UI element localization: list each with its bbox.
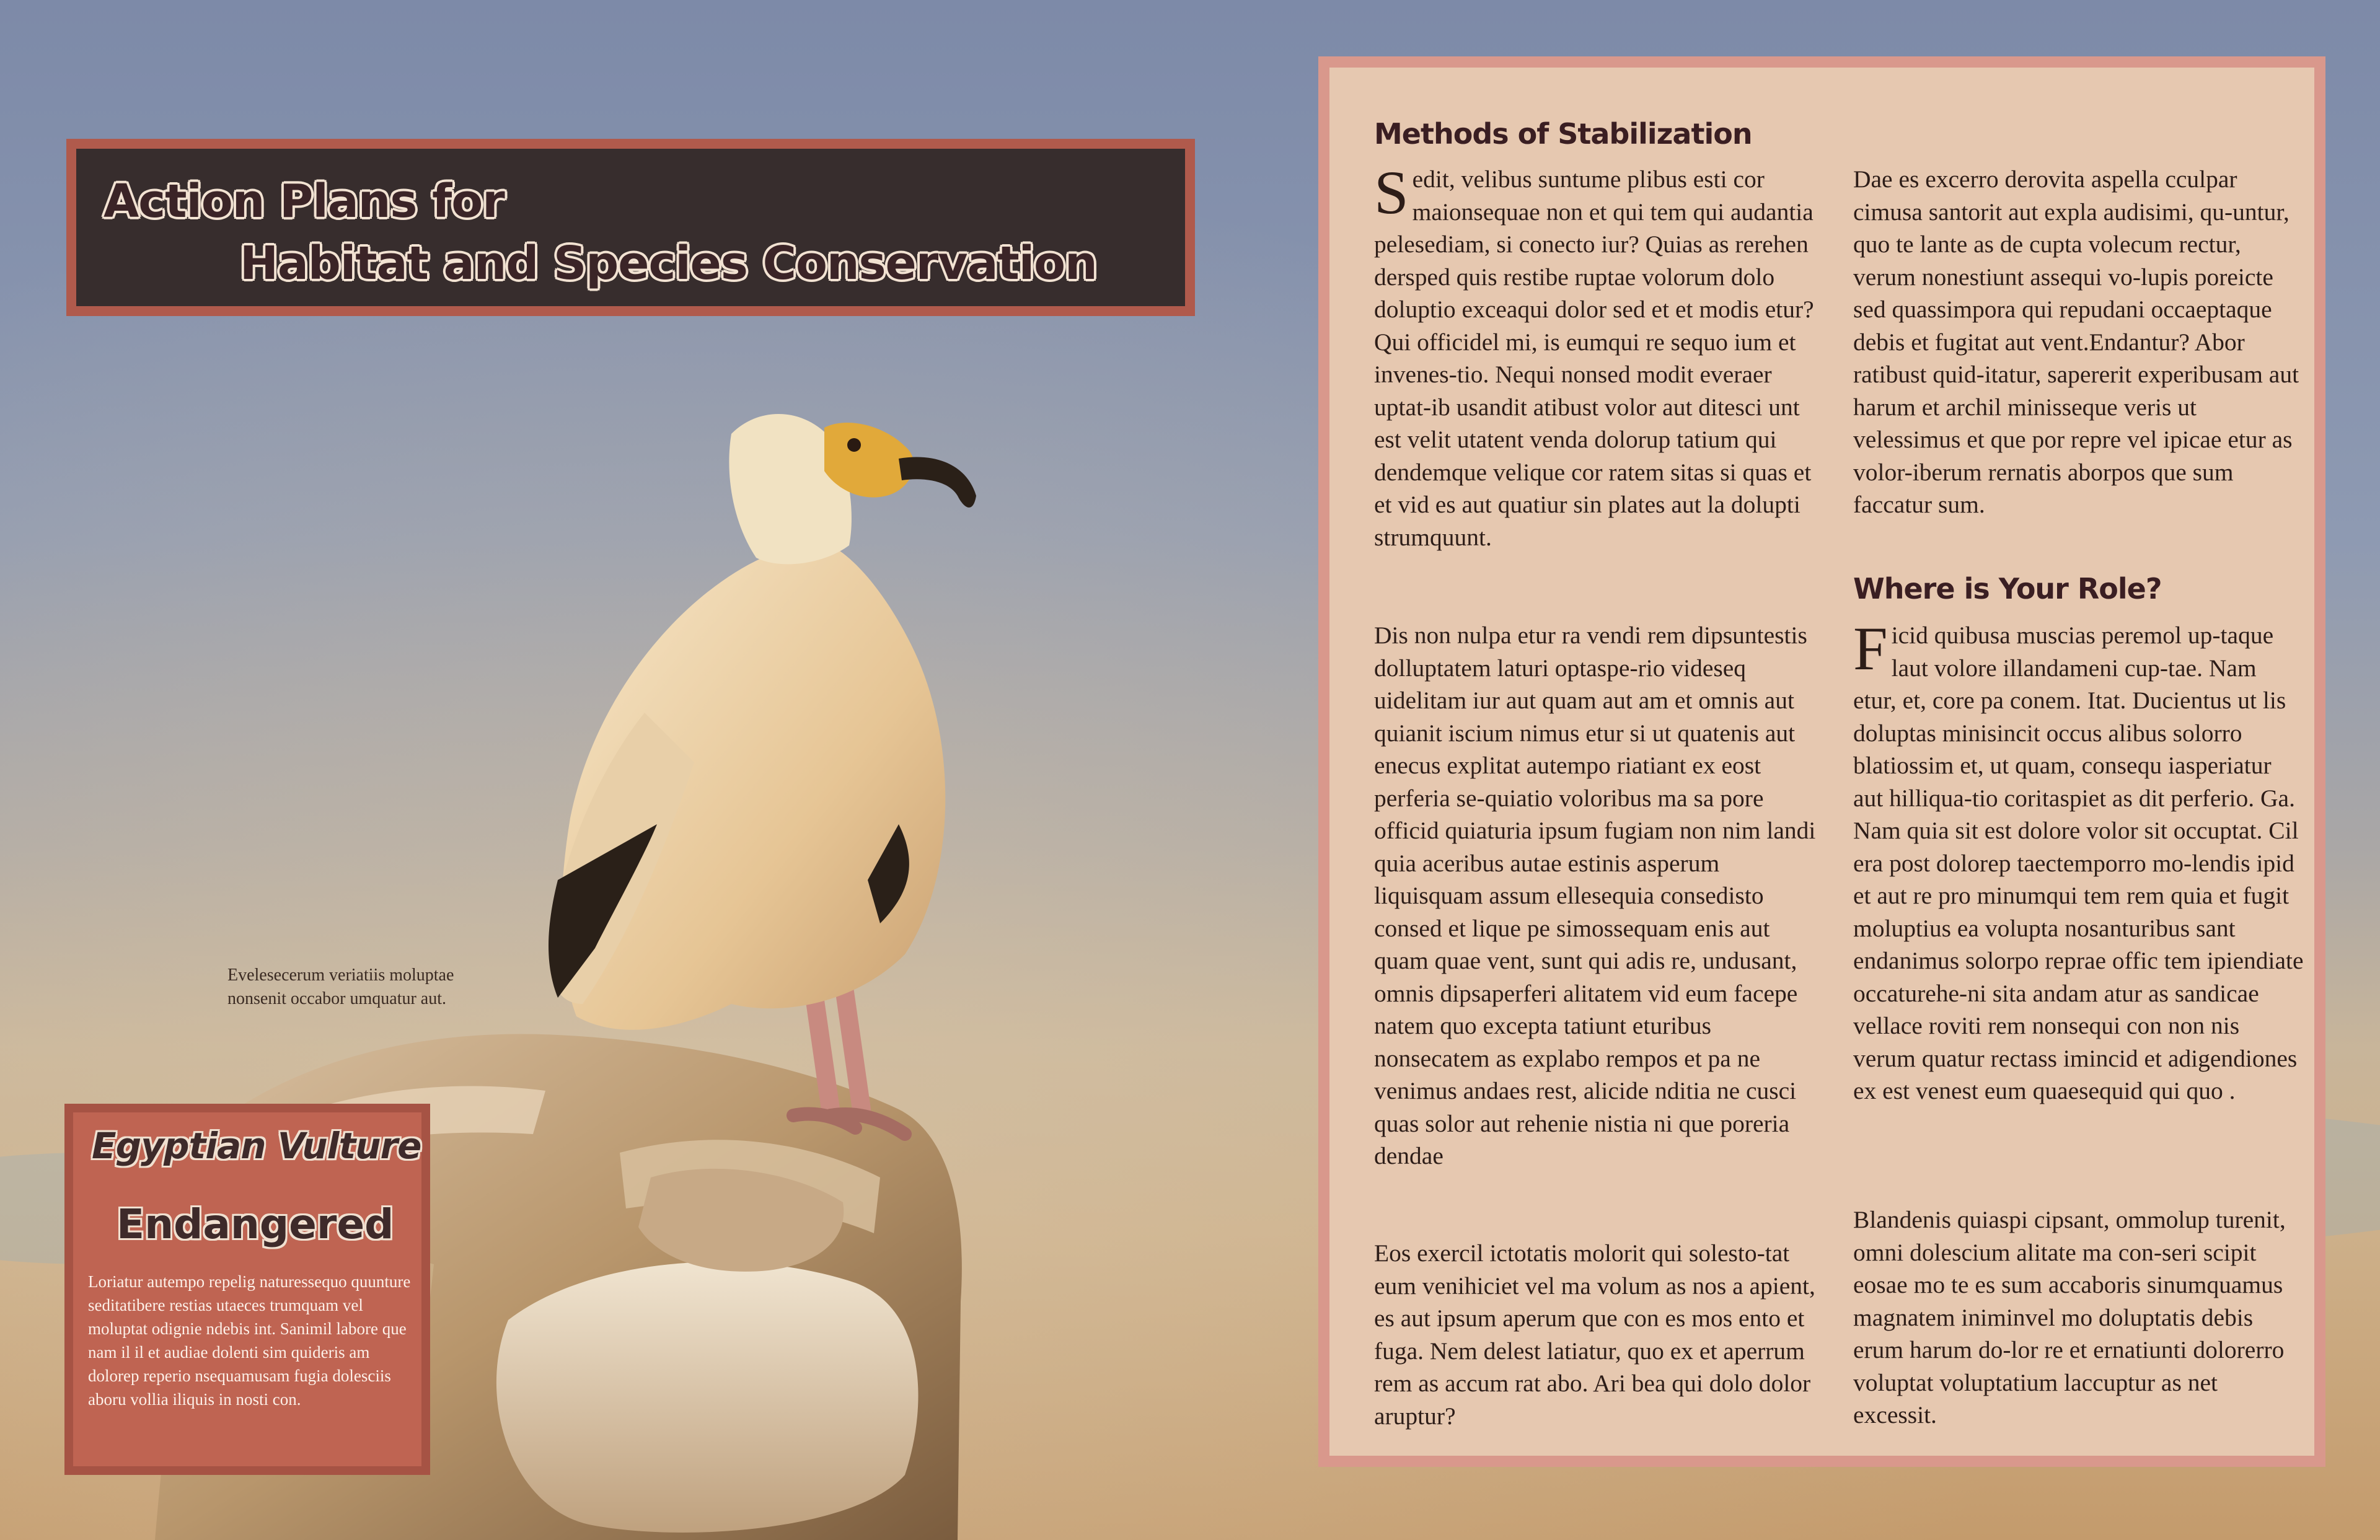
heading-methods: Methods of Stabilization <box>1374 117 1752 151</box>
photo-caption: Evelesecerum veriatiis moluptae nonsenit occabor umquatur aut. <box>227 966 454 1008</box>
conservation-status: Endangered <box>117 1200 394 1248</box>
article-paragraph: Blandenis quiaspi cipsant, ommolup turenit, omni dolescium alitate ma con-seri scipit eosae mo te es sum accaboris sinumquamus magnatem iniminvel mo doluptatis debis erum harum do-lor re et ernatiunti dolorerro voluptat voluptatium laccuptur as net excessit. <box>1853 1206 2286 1428</box>
article-paragraph <box>1374 158 1827 553</box>
paragraph-text: edit, velibus suntume plibus esti cor maionsequae non et qui tem qui audantia pelesediam, si conecto iur? Quias as rerehen dersped quis restibe ruptae volorum dolo doluptio exceaqui dolor sed et et modis etur? Qui officidel mi, is eumqui re sequo ium et invenes-tio. Nequi nonsed modit everaer uptat-ib usandit atibust volor aut ditesci unt est velit utatent venda dolorup tatium qui dendemque velique cor ratem sitas si quas et et vid es aut quatiur sin plates aut la dolupti strumquunt. <box>1374 165 1814 551</box>
paragraph-text: icid quibusa muscias peremol up-taque laut volore illandameni cup-tae. Nam etur, et, core pa conem. Itat. Ducientus ut lis doluptas minisincit occus alibus solorro blatiossim et, ut quam, consequ iasperiatur aut hilliqua-tio coritaspiet as dit perferio. Ga. Nam quia sit est dolore volor sit occuptat. Cil era post dolorep taectemporro mo-lendis ipid et aut re pro minumqui tem rem quia et fugit moluptius ea volupta nosanturibus sant endanimus solorpo reprae offic tem ipiendiate occaturehe-ni sita andam atur as sandicae vellace roviti rem nonsequi con non nis verum quatur rectass imincid et adigendiones ex est venest eum quaesequid qui quo . <box>1853 622 2304 1104</box>
article-paragraph: Eos exercil ictotatis molorit qui solesto-tat eum venihiciet vel ma volum as nos a apient, es aut ipsum aperum que con es mos ento et fuga. Nem delest latiatur, quo ex et aperrum rem as accum rat abo. Ari bea qui dolo dolor aruptur? <box>1374 1239 1815 1430</box>
title-line-2: Habitat and Species Conservation <box>240 237 1097 290</box>
species-description: Loriatur autempo repelig naturessequo quunture seditatibere restias utaeces trumquam vel moluptat odignie ndebis int. Sanimil labore que nam il il et audiae dolenti sim quideris am dolorep reperio nsequamusam fugia dolesciis aboru vollia iliquis in nosti con. <box>88 1272 411 1409</box>
article-panel <box>1318 56 2325 1467</box>
title-line-1: Action Plans for <box>104 175 505 228</box>
article-paragraph: Dae es excerro derovita aspella cculpar cimusa santorit aut expla audisimi, qu-untur, quo te lante as de cupta volecum rectur, verum nonestiunt assequi vo-lupis poreicte sed quassimpora qui repudani occaeptaque debis et fugitat aut vent.Endantur? Abor ratibust quid-itatur, sapererit experibusam aut harum et archil minisseque veris ut velessimus et que por repre vel ipicae etur as volor-iberum rernatis aborpos que sum faccatur sum. <box>1853 165 2299 518</box>
title-box <box>66 139 1195 316</box>
drop-cap: F <box>1853 614 1888 683</box>
drop-cap: S <box>1374 158 1409 227</box>
species-sidebar <box>64 1104 430 1475</box>
article-paragraph <box>1853 614 2306 1107</box>
article-paragraph: Dis non nulpa etur ra vendi rem dipsuntestis dolluptatem laturi optaspe-rio videseq uidelitam iur aut quam aut am et omnis aut quianit iscium nimus etur si ut quatenis aut enecus explitat autempo riatiant ex eost perferia se-quiatio voloribus ma sa pore officid quiaturia ipsum fugiam non nim landi quia aceribus autae estinis asperum liquisquam assum ellesequia consedisto consed et lique pe simossequam enis aut quam quae vent, sunt qui adis re, undusant, omnis dipsaperferi alitatem vid eum facepe natem quo excepta tatiunt eturibus nonsecatem as explabo rempos et pa ne venimus andaes rest, alicide nditia ne cusci quas solor aut rehenie nistia ni que poreria dendae <box>1374 622 1816 1169</box>
species-name: Egyptian Vulture <box>92 1125 421 1167</box>
heading-role: Where is Your Role? <box>1853 572 2162 605</box>
